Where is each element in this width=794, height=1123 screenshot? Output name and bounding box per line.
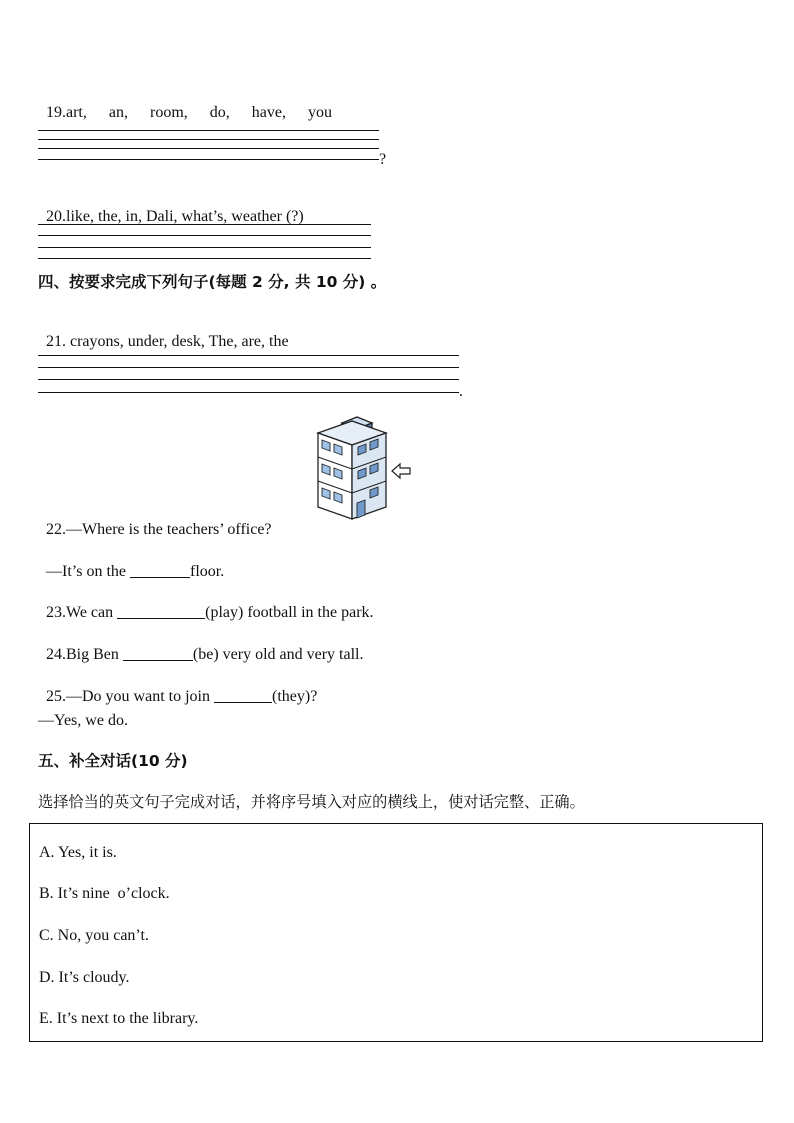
q24-suffix: (be) very old and very tall. [192, 646, 364, 663]
fill-blank[interactable] [130, 563, 190, 578]
q24-prompt [38, 630, 364, 663]
q20-number: 20. [46, 208, 66, 225]
fill-blank[interactable] [117, 604, 205, 619]
answer-line[interactable] [38, 258, 371, 259]
answer-line[interactable] [38, 247, 371, 248]
q19-end-mark: ? [379, 151, 387, 168]
answer-line[interactable] [38, 139, 379, 140]
q21-words: crayons, under, desk, The, are, the [66, 333, 289, 350]
q22-answer-suffix: floor. [190, 563, 225, 580]
q20-prompt [38, 193, 304, 225]
q19-word: do, [209, 104, 230, 121]
q25-prompt [38, 672, 317, 705]
q22-question-text: —Where is the teachers’ office? [66, 521, 272, 538]
q22-number: 22. [46, 521, 66, 538]
q24-number: 24. [46, 646, 66, 663]
q25-answer: —Yes, we do. [38, 712, 128, 729]
options-box [29, 823, 763, 1042]
answer-line[interactable] [38, 355, 459, 356]
q22-question [38, 506, 272, 538]
answer-line[interactable] [38, 235, 371, 236]
q25-suffix: (they)? [272, 688, 318, 705]
q25-prefix: —Do you want to join [66, 688, 214, 705]
option-c: C. No, you can’t. [39, 927, 149, 944]
q21-prompt [38, 318, 289, 350]
answer-line[interactable] [38, 392, 459, 393]
section5-heading: 五、补全对话(10 分) [38, 752, 188, 770]
option-a: A. Yes, it is. [39, 844, 117, 861]
option-d: D. It’s cloudy. [39, 969, 130, 986]
section4-heading: 四、按要求完成下列句子(每题 2 分, 共 10 分) 。 [38, 273, 387, 291]
q23-suffix: (play) football in the park. [205, 604, 374, 621]
answer-line[interactable] [38, 367, 459, 368]
answer-line[interactable] [38, 224, 371, 225]
q24-prefix: Big Ben [66, 646, 123, 663]
q19-word: room, [149, 104, 188, 121]
q22-answer-prefix: —It’s on the [46, 563, 130, 580]
q23-prompt [38, 588, 374, 621]
arrow-left-icon [392, 464, 410, 478]
option-b: B. It’s nine o’clock. [39, 885, 170, 902]
q23-number: 23. [46, 604, 66, 621]
q19-number: 19. [46, 104, 66, 121]
section5-instruction: 选择恰当的英文句子完成对话，并将序号填入对应的横线上，使对话完整、正确。 [38, 793, 585, 811]
q19-word: have, [251, 104, 286, 121]
answer-line[interactable] [38, 379, 459, 380]
answer-line[interactable] [38, 159, 379, 160]
option-e: E. It’s next to the library. [39, 1010, 199, 1027]
fill-blank[interactable] [214, 688, 272, 703]
building-icon [312, 413, 416, 523]
fill-blank[interactable] [123, 646, 193, 661]
q19-word: you [307, 104, 332, 121]
q20-words: like, the, in, Dali, what’s, weather (?) [66, 208, 304, 225]
q21-number: 21. [46, 333, 66, 350]
q23-prefix: We can [66, 604, 118, 621]
q19-prompt [38, 89, 332, 121]
q19-word: art, [66, 104, 87, 121]
q21-end-mark: . [459, 383, 463, 400]
answer-line[interactable] [38, 148, 379, 149]
q22-answer [38, 547, 224, 580]
q19-word: an, [108, 104, 128, 121]
answer-line[interactable] [38, 130, 379, 131]
q25-number: 25. [46, 688, 66, 705]
